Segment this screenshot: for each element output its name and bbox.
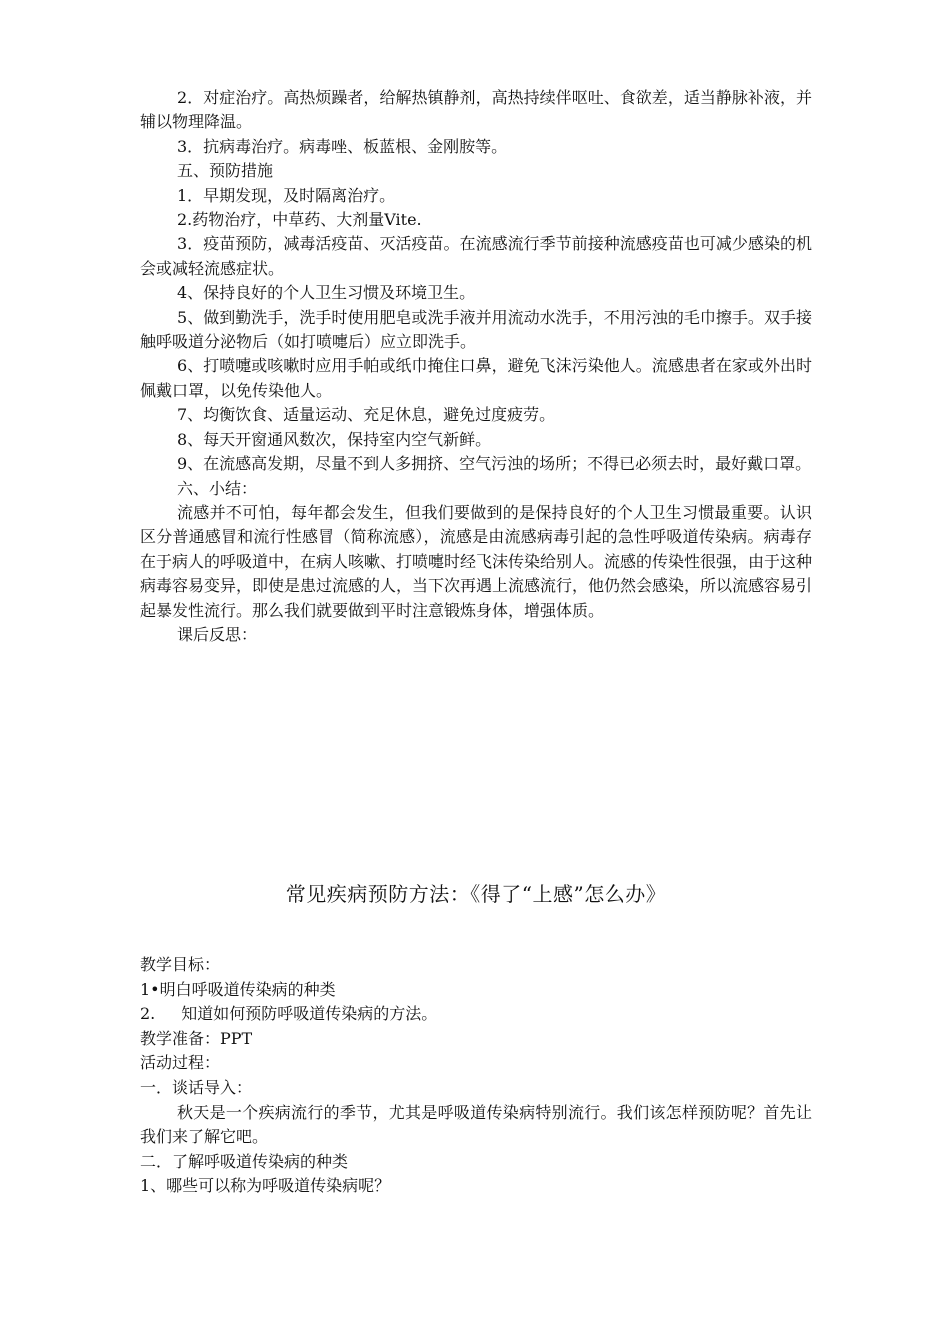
step-2-heading: 二．了解呼吸道传染病的种类 <box>140 1151 349 1171</box>
lesson-title: 常见疾病预防方法：《得了“上感”怎么办》 <box>285 882 667 906</box>
prevention-item-3: 3．疫苗预防，减毒活疫苗、灭活疫苗。在流感流行季节前接种流感疫苗也可减少感染的机会或减轻流感症状。 <box>140 234 812 278</box>
prevention-item-1: 1．早期发现，及时隔离治疗。 <box>177 185 396 205</box>
treatment-item-3: 3．抗病毒治疗。病毒唑、板蓝根、金刚胺等。 <box>177 136 508 156</box>
prevention-item-9: 9、在流感高发期，尽量不到人多拥挤、空气污浊的场所；不得已必须去时，最好戴口罩。 <box>177 454 812 474</box>
goal-item-1: 1•明白呼吸道传染病的种类 <box>140 979 336 999</box>
reflection-label: 课后反思： <box>177 624 258 644</box>
treatment-item-2: 2．对症治疗。高热烦躁者，给解热镇静剂，高热持续伴呕吐、食欲差，适当静脉补液，并辅以物理降温。 <box>140 88 812 132</box>
prevention-item-5: 5、做到勤洗手，洗手时使用肥皂或洗手液并用流动水洗手，不用污浊的毛巾擦手。双手接触呼吸道分泌物后（如打喷嚏后）应立即洗手。 <box>140 307 812 352</box>
teaching-goal-label: 教学目标： <box>140 955 221 974</box>
lesson-continuation <box>140 86 812 647</box>
prevention-item-6: 6、打喷嚏或咳嗽时应用手帕或纸巾掩住口鼻，避免飞沫污染他人。流感患者在家或外出时佩戴口罩，以免传染他人。 <box>140 356 812 400</box>
goal-item-2-text: 知道如何预防呼吸道传染病的方法。 <box>181 1004 438 1024</box>
prevention-item-4: 4、保持良好的个人卫生习惯及环境卫生。 <box>177 283 476 303</box>
question-1: 1、哪些可以称为呼吸道传染病呢？ <box>140 1176 391 1196</box>
step-1-text: 秋天是一个疾病流行的季节，尤其是呼吸道传染病特别流行。我们该怎样预防呢？首先让我们来了解它吧。 <box>140 1102 812 1147</box>
activity-process-label: 活动过程： <box>140 1053 221 1073</box>
prevention-item-8: 8、每天开窗通风数次，保持室内空气新鲜。 <box>177 429 492 449</box>
prevention-heading: 五、预防措施 <box>177 161 274 181</box>
goal-item-2-number: 2. <box>140 1004 156 1024</box>
step-1-heading: 一．谈话导入： <box>140 1077 253 1097</box>
prevention-item-7: 7、均衡饮食、适量运动、充足休息，避免过度疲劳。 <box>177 405 556 425</box>
teaching-preparation: 教学准备：PPT <box>140 1028 253 1048</box>
prevention-item-2: 2.药物治疗，中草药、大剂量Vite. <box>177 210 422 230</box>
goal-item-2 <box>140 1002 812 1027</box>
lesson-plan <box>140 953 812 1199</box>
summary-heading: 六、小结： <box>177 478 258 498</box>
summary-paragraph: 流感并不可怕，每年都会发生，但我们要做到的是保持良好的个人卫生习惯最重要。认识区分普通感冒和流行性感冒（简称流感），流感是由流感病毒引起的急性呼吸道传染病。病毒存在于病人的呼吸道中，在病人咳嗽、打喷嚏时经飞沫传染给别人。流感的传染性很强，由于这种病毒容易变异，即使是患过流感的人，当下次再遇上流感流行，他仍然会感染，所以流感容易引起暴发性流行。那么我们就要做到平时注意锻炼身体，增强体质。 <box>140 502 813 620</box>
